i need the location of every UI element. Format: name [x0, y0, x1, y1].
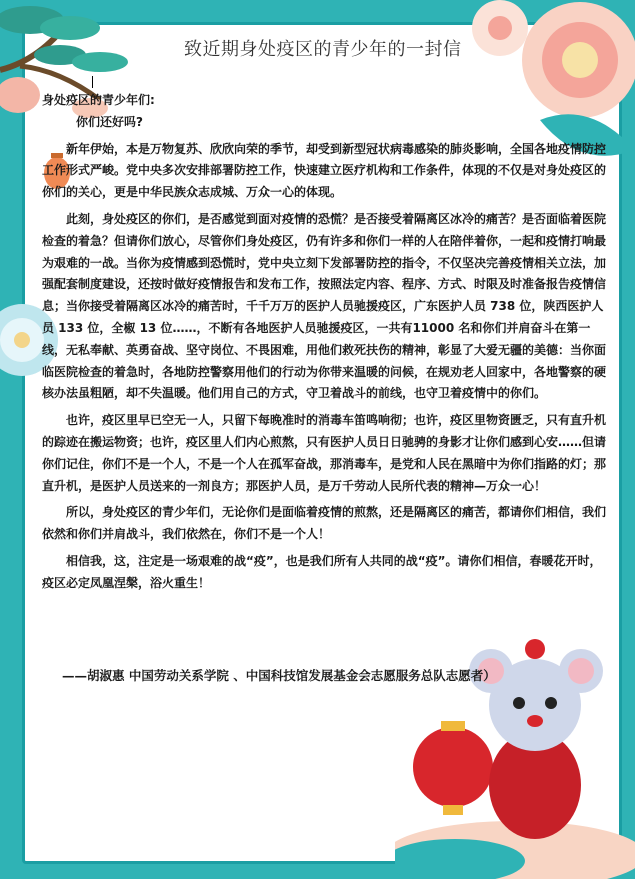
- signature: ——胡淑惠 中国劳动关系学院 、中国科技馆发展基金会志愿服务总队志愿者）: [62, 668, 496, 683]
- paragraph-2: 此刻，身处疫区的你们，是否感觉到面对疫情的恐慌？是否接受着隔离区冰冷的痛苦？是否面临着医院检查的着急？但请你们放心，尽管你们身处疫区，仍有许多和你们一样的人在陪伴着你，一起和疫情打响最为艰难的一战。当你为疫情感到恐慌时，党中央立刻下发部署防控的指令，不仅坚决完善疫情相关立法，加强配套制度建设，还按时做好疫情报告和发布工作，按照法定内容、程序、方式、时限及时准备报告疫情信息；当你接受着隔离区冰冷的痛苦时，千千万万的医护人员驰援疫区，广东医护人员 738 位，陕西医护人员 133 位，全椒 13 位……，不断有各地医护人员驰援疫区，一共有11000 名和你们并肩奋斗在第一线，无私奉献、英勇奋战、坚守岗位、不畏困难，用他们救死扶伤的精神，彰显了大爱无疆的美德：当你面临医院检查的着急时，各地防控警察用他们的行动为你带来温暖的问候，在规劝老人回家中，各地警察的硬核办法虽粗陋，却不失温暖。他们用自己的方式，守卫着战斗的前线，也守卫着疫情中的你们。: [42, 211, 607, 401]
- paragraph-5: 相信我，这，注定是一场艰难的战“疫”，也是我们所有人共同的战“疫”。请你们相信，春暖花开时，疫区必定凤凰涅槃，浴火重生！: [42, 553, 602, 590]
- greeting: 你们还好吗?: [76, 114, 143, 129]
- paragraph-1: 新年伊始，本是万物复苏、欣欣向荣的季节，却受到新型冠状病毒感染的肺炎影响，全国各地疫情防控工作形式严峻。党中央多次安排部署防控工作，快速建立医疗机构和工作条件，体现的不仅是对身处疫区的你们的关心，更是中华民族众志成城、万众一心的体现。: [42, 141, 607, 200]
- paragraph-4: 所以，身处疫区的青少年们，无论你们是面临着疫情的煎熬，还是隔离区的痛苦，都请你们相信，我们依然和你们并肩战斗，我们依然在，你们不是一个人！: [42, 505, 607, 542]
- letter-body: [42, 0, 614, 879]
- letter-title: 致近期身处疫区的青少年的一封信: [184, 39, 462, 60]
- letter-text: [42, 90, 610, 595]
- paragraph-3: 也许，疫区里早已空无一人，只留下每晚准时的消毒车笛鸣响彻；也许，疫区里物资匮乏，只有直升机的踪迹在搬运物资；也许，疫区里人们内心煎熬，只有医护人员日日驰骋的身影才让你们感到心安……但请你们记住，你们不是一个人，不是一个人在孤军奋战，那消毒车，是党和人民在黑暗中为你们指路的灯；那直升机，是医护人员送来的一剂良方；那医护人员，是万千劳动人民所代表的精神—万众一心！: [42, 413, 607, 493]
- salutation: 身处疫区的青少年们:: [42, 93, 155, 107]
